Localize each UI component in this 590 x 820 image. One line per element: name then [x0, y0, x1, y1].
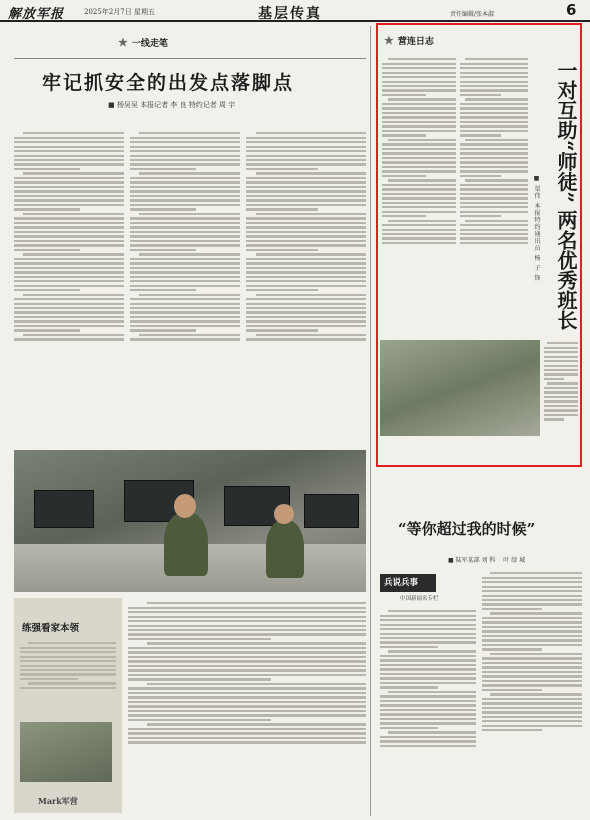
body-text-col3 — [246, 130, 366, 446]
body-text-col1 — [14, 130, 124, 446]
editor-info: 责任编辑/张本淑 — [450, 11, 495, 18]
body-text-b2 — [482, 570, 582, 813]
column-label: 一线走笔 — [131, 39, 168, 49]
body-text-r3 — [544, 340, 578, 460]
page-number: 6 — [566, 1, 577, 19]
star-icon: ★ — [118, 36, 128, 49]
column-label: 营连日志 — [397, 37, 434, 47]
column-header-right — [384, 34, 434, 47]
training-photo — [14, 450, 366, 592]
star-icon: ★ — [384, 34, 394, 47]
body-text-r2 — [460, 56, 528, 338]
column-header-left — [118, 36, 168, 49]
mark-logo: Mark军营 — [38, 796, 78, 806]
body-text-r1 — [382, 56, 456, 338]
article-headline: 牢记抓安全的出发点落脚点 — [42, 72, 295, 94]
inset-text — [20, 640, 116, 718]
body-text-lower-left — [128, 600, 366, 814]
masthead — [0, 0, 590, 22]
lower-headline: “等你超过我的时候” — [398, 520, 536, 538]
issue-date: 2025年2月7日 星期五 — [84, 8, 155, 16]
inset-title: 练强看家本领 — [22, 623, 80, 634]
inset-photo — [20, 722, 112, 782]
article-headline-vertical: 一对互助“师徒” 两名优秀班长 — [554, 60, 578, 330]
column-tag-sub: 中国新闻名专栏 — [400, 596, 439, 602]
article-byline: ■ 杨吴吴 本报记者 李 良 特约记者 周 宇 — [108, 101, 236, 109]
body-text-col2 — [130, 130, 240, 446]
article-byline-vertical: ■ 栗伟 本报特约通讯员 杨 子 锋 — [533, 175, 540, 282]
section-title: 基层传真 — [258, 6, 322, 22]
newspaper-logo: 解放军报 — [8, 7, 65, 22]
squad-photo — [380, 340, 540, 436]
lower-byline: ■ 陆军某部 刘 科 叶 绿 城 — [448, 557, 526, 564]
column-tag: 兵说兵事 — [380, 574, 436, 592]
body-text-b1 — [380, 608, 476, 813]
